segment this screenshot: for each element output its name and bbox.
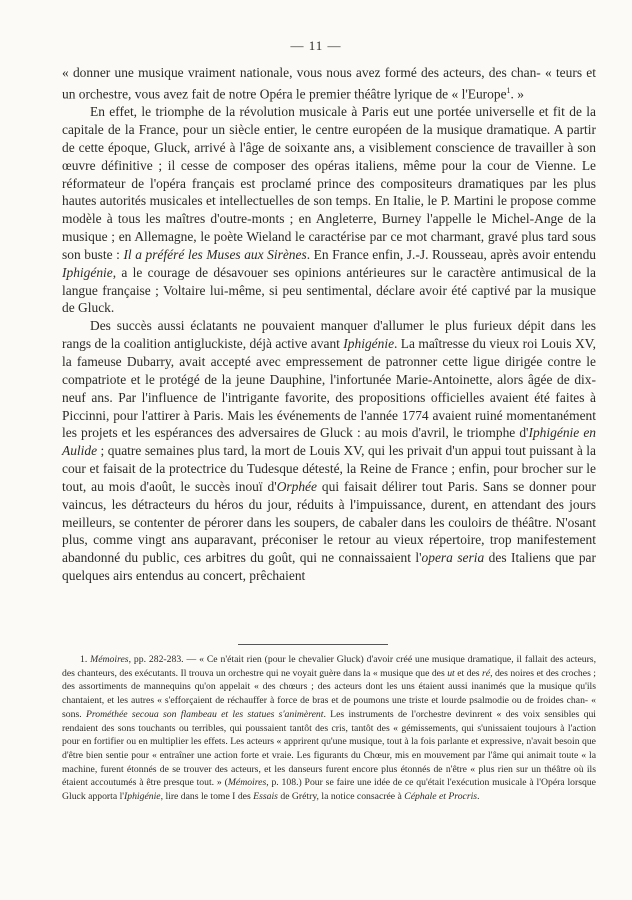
main-text [62,64,596,585]
text-run: . En France enfin, J.-J. Rousseau, après avoir entendu [306,246,597,262]
text-run: , des noires et des croches ; des assortiments de mannequins qu'on appelait « des chœurs ; des acteurs dont les uns étaient aussi inanimés que la musique qu'ils chantaient, et les autres « s'efforçaient de réchauffer à force de bras et de poumons une triste et lourde psalmodie ou de froides chan- « sons. [62,667,596,720]
italic-run: Mémoires [227,777,267,789]
text-run: des Italiens que par quelques airs entendus au concert, prêchaient [62,550,596,584]
italic-run: Orphée [276,478,317,494]
text-run: . » [510,86,524,102]
text-run: ; quatre semaines plus tard, la mort de Louis XV, qui les privait d'un appui tout puissant à la cour et faisait de la protectrice du Tudesque détesté, la Reine de France ; enfin, pour brocher sur le tout, au mois d'août, le succès inouï d' [62,443,596,494]
paragraph [62,64,596,103]
footnote-divider [238,644,388,645]
text-run: , pp. 282-283. — « Ce n'était rien (pour le chevalier Gluck) d'avoir créé une musique dramatique, il fallait des acteurs, des chanteurs, des exécutants. Il trouva un orchestre qui ne voyait guère dans la « musique que des [62,654,596,679]
footnote-ref: 1 [506,85,511,95]
italic-run: Céphale et Procris [404,791,478,803]
paragraph [62,317,596,585]
italic-run: Mémoires [90,654,129,665]
italic-run: Iphigénie en Aulide [62,425,596,459]
text-run: . [477,791,480,803]
page-number: — 11 — [290,38,342,53]
text-run: . Les instruments de l'orchestre devinrent « des voix sensibles qui rendaient des sons touchants ou terribles, qui poussaient tantôt des cris, tantôt des « gémissements, qui s'unissaient toujours à l'action pour en fortifier ou en multiplier les effets. Les acteurs « apprirent qu'une musique, tout à la fois parlante et expressive, n'avait besoin que d'être bien sentie pour « entraîner une action forte et vraie. Les figurants du Chœur, mis en mouvement par l'âme qui animait toute « la machine, furent étonnés de se trouver des acteurs, et les danseurs furent encore plus étonnés de n'être « plus rien sur un théâtre où ils étaient accoutumés à être presque tout. » ( [62,708,596,789]
text-run: , lire dans le tome I des [160,791,254,803]
italic-run: Iphigénie [62,264,113,280]
text-run: , a le courage de désavouer ses opinions antérieures sur le caractère antimusical de la langue française ; Voltaire lui-même, si peu sentimental, déclare avoir été captivé par la musique de Gluck. [62,264,596,316]
text-run: qui faisait délirer tout Paris. Sans se donner pour vaincus, les détracteurs du héros du jour, réduits à l'impuissance, durent, en attendant des jours meilleurs, se contenter de pérorer dans les soupers, de cabaler dans les couloirs de théâtre. N'osant plus, comme vingt ans auparavant, préconiser le retour au vieux répertoire, trop manifestement abandonné du public, ces arbitres du goût, qui ne connaissaient l' [62,478,597,566]
text-run: En effet, le triomphe de la révolution musicale à Paris eut une portée universelle et fit de la capitale de la France, pour un siècle entier, le centre européen de la musique dramatique. A partir de cette époque, Gluck, arrivé à l'âge de soixante ans, a visiblement conscience de travailler à son œuvre définitive ; il cesse de composer des opéras italiens, même pour la cour de Vienne. Le réformateur de l'opéra français est proclamé prince des compositeurs dramatiques par les plus hautes autorités musicales et intellectuelles de son temps. En Italie, le P. Martini le propose comme modèle à tous les maîtres d'outre-monts ; en Angleterre, Burney l'appelle le Michel-Ange de la musique ; en Allemagne, le poète Wieland le caractérise par ce mot charmant, gravé plus tard sous son buste : [62,104,596,262]
paragraph [62,103,596,317]
italic-run: Essais [253,791,278,803]
italic-run: Iphigénie [343,336,395,352]
text-run: de Grétry, la notice consacrée à [277,791,405,803]
text-run: 1. [80,654,91,665]
italic-run: Iphigénie [124,791,161,803]
italic-run: opera seria [421,550,485,566]
text-run: Des succès aussi éclatants ne pouvaient manquer d'allumer le plus furieux dépit dans les rangs de la coalition antigluckiste, déjà active avant [62,318,596,352]
text-run: « donner une musique vraiment nationale, vous nous avez formé des acteurs, des chan- « teurs et un orchestre, vous avez fait de notre Opéra le premier théâtre lyrique de « l'Europe [62,65,596,102]
text-run: , p. 108.) Pour se faire une idée de ce qu'était l'exécution musicale à l'Opéra lorsque Gluck apporta l' [62,777,596,803]
italic-run: Il a préféré les Muses aux Sirènes [123,246,307,262]
text-run: . La maîtresse du vieux roi Louis XV, la fameuse Dubarry, avait accepté avec empressement de patronner cette ligue dirigée contre le compatriote et le protégé de la jeune Dauphine, l'infortunée Marie-Antoinette, alors âgée de dix-neuf ans. Par l'influence de l'intrigante favorite, des propositions officielles avaient été faites à Piccinni, pour l'attirer à Paris. Mais les événements de l'année 1774 avaient ruiné momentanément les projets et les espérances des adversaires de Gluck : au mois d'avril, le triomphe d' [62,336,596,441]
italic-run: ut [447,667,455,679]
italic-run: Prométhée secoua son flambeau et les statues s'animèrent [85,708,324,720]
text-run: et des [454,667,483,679]
footnote [62,653,596,804]
footnotes [62,653,596,804]
italic-run: ré [482,667,491,679]
